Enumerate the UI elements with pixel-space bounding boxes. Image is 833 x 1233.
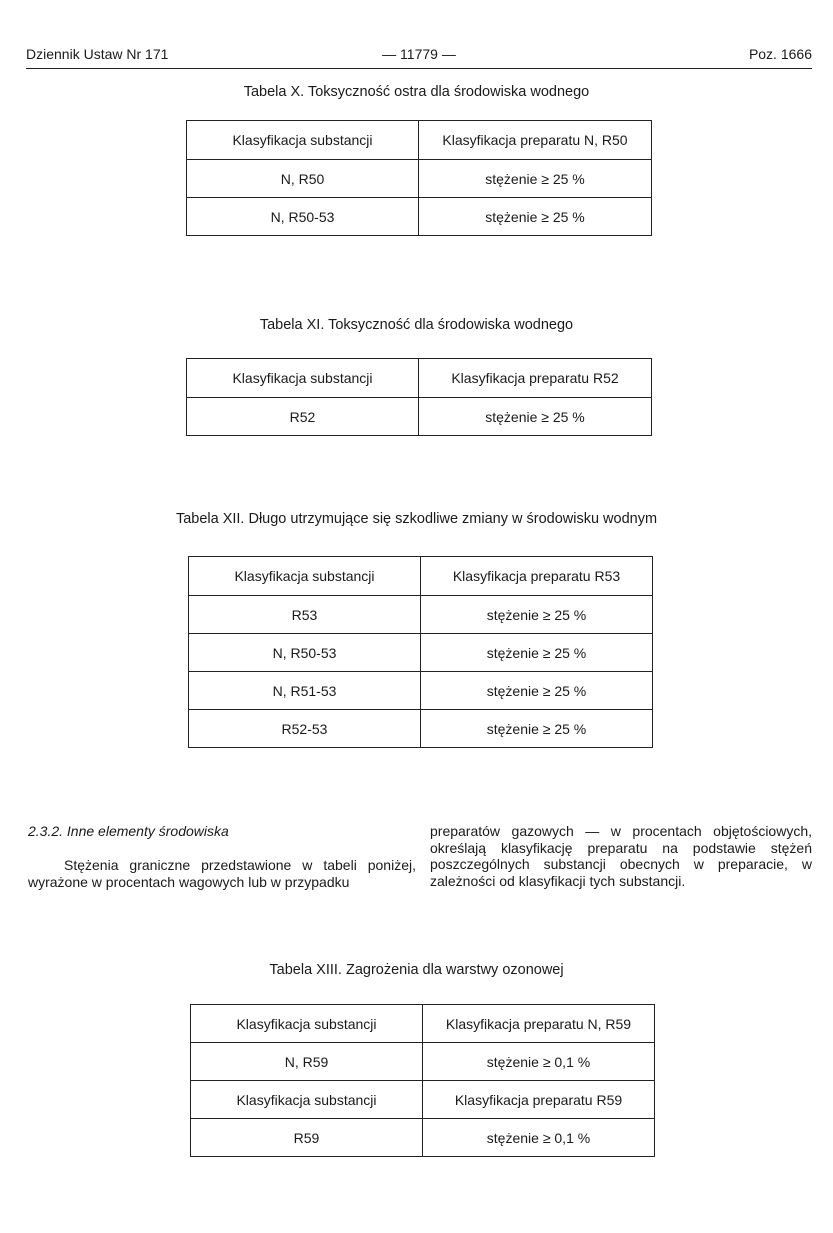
table-cell: Klasyfikacja substancji	[191, 1081, 423, 1119]
table-row	[187, 121, 652, 160]
page-number: — 11779 —	[382, 46, 456, 62]
table-cell: N, R59	[191, 1043, 423, 1081]
table-row	[187, 198, 652, 236]
table-cell: Klasyfikacja substancji	[187, 359, 419, 398]
table-row	[191, 1081, 655, 1119]
table-row	[189, 634, 653, 672]
table-row	[191, 1043, 655, 1081]
table-cell: Klasyfikacja preparatu N, R59	[423, 1005, 655, 1043]
table-cell: stężenie ≥ 25 %	[421, 672, 653, 710]
table-row	[189, 557, 653, 596]
table-row	[191, 1005, 655, 1043]
table-cell: Klasyfikacja preparatu R53	[421, 557, 653, 596]
table-row	[189, 710, 653, 748]
table-row	[189, 596, 653, 634]
table-x	[186, 120, 652, 236]
table-xi	[186, 358, 652, 436]
section-right-column	[430, 823, 812, 889]
table-cell: Klasyfikacja substancji	[187, 121, 419, 160]
table-cell: R53	[189, 596, 421, 634]
table-cell: stężenie ≥ 25 %	[419, 198, 652, 236]
table-cell: Klasyfikacja substancji	[191, 1005, 423, 1043]
table-row	[187, 359, 652, 398]
section-paragraph: preparatów gazowych — w procentach objętościowych, określają klasyfikację preparatu na podstawie stężeń poszczególnych substancji obecnych w preparacie, w zależności od klasyfikacji tych substancji.	[430, 823, 812, 889]
table-cell: N, R50	[187, 160, 419, 198]
table-xiii	[190, 1004, 655, 1157]
section-paragraph: Stężenia graniczne przedstawione w tabeli poniżej, wyrażone w procentach wagowych lub w przypadku	[28, 857, 416, 890]
section-left-column	[28, 857, 416, 890]
table-cell: N, R50-53	[189, 634, 421, 672]
position-number: Poz. 1666	[748, 46, 812, 62]
table-row	[187, 398, 652, 436]
table-cell: Klasyfikacja preparatu R59	[423, 1081, 655, 1119]
table-cell: stężenie ≥ 25 %	[421, 634, 653, 672]
table-xii	[188, 556, 653, 748]
table-cell: Klasyfikacja preparatu R52	[419, 359, 652, 398]
table-cell: Klasyfikacja preparatu N, R50	[419, 121, 652, 160]
journal-title: Dziennik Ustaw Nr 171	[26, 46, 169, 62]
table-xi-caption: Tabela XI. Toksyczność dla środowiska wodnego	[259, 317, 574, 333]
page-header	[26, 44, 812, 69]
table-xiii-caption: Tabela XIII. Zagrożenia dla warstwy ozonowej	[269, 962, 564, 978]
table-cell: N, R50-53	[187, 198, 419, 236]
table-cell: stężenie ≥ 0,1 %	[423, 1119, 655, 1157]
table-xii-caption: Tabela XII. Długo utrzymujące się szkodliwe zmiany w środowisku wodnym	[175, 511, 658, 527]
table-cell: stężenie ≥ 25 %	[419, 398, 652, 436]
table-row	[187, 160, 652, 198]
table-cell: stężenie ≥ 25 %	[419, 160, 652, 198]
table-cell: stężenie ≥ 0,1 %	[423, 1043, 655, 1081]
table-cell: stężenie ≥ 25 %	[421, 596, 653, 634]
table-cell: N, R51-53	[189, 672, 421, 710]
section-title: 2.3.2. Inne elementy środowiska	[28, 823, 229, 839]
table-cell: Klasyfikacja substancji	[189, 557, 421, 596]
table-x-caption: Tabela X. Toksyczność ostra dla środowiska wodnego	[243, 84, 590, 100]
table-cell: R52	[187, 398, 419, 436]
table-row	[189, 672, 653, 710]
table-cell: R52-53	[189, 710, 421, 748]
table-cell: stężenie ≥ 25 %	[421, 710, 653, 748]
table-row	[191, 1119, 655, 1157]
table-cell: R59	[191, 1119, 423, 1157]
